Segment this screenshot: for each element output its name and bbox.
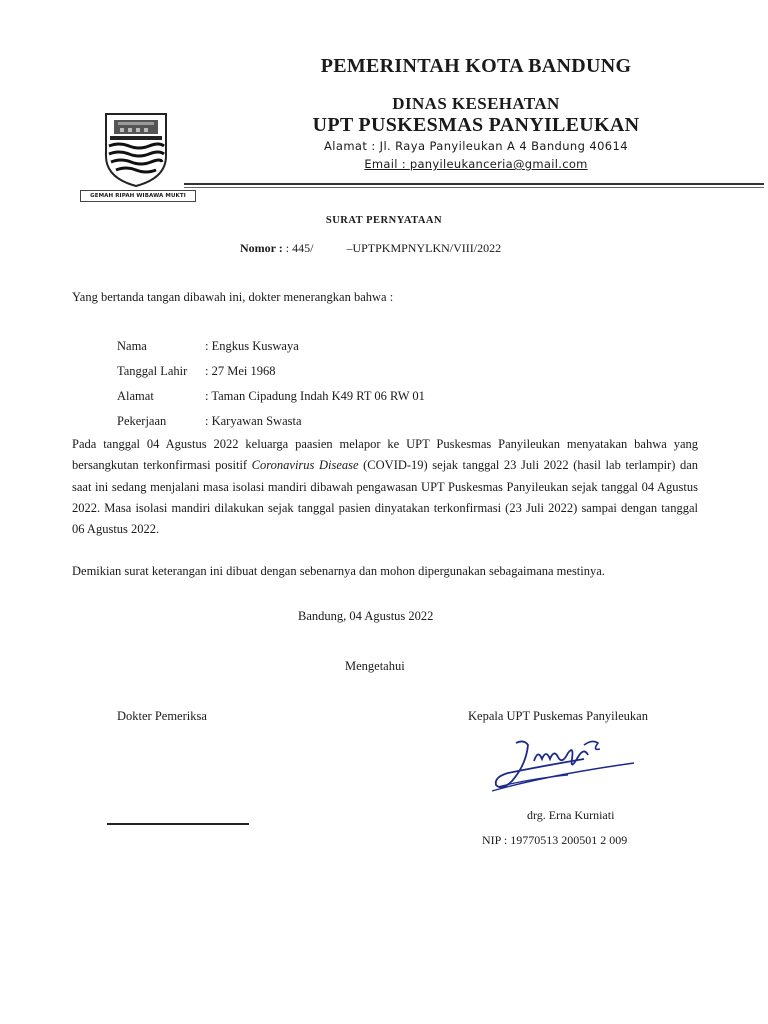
handwritten-signature-icon: [488, 735, 638, 797]
email-label: Email :: [364, 157, 410, 171]
field-label-address: Alamat: [117, 389, 154, 403]
acknowledged-label: Mengetahui: [345, 659, 405, 673]
number-prefix: : 445/: [285, 241, 314, 255]
bandung-emblem-icon: [104, 112, 168, 188]
number-label: Nomor :: [240, 241, 286, 255]
body-italic-term: Coronavirus Disease: [251, 458, 359, 473]
number-suffix: –UPTPKMPNYLKN/VIII/2022: [346, 241, 502, 255]
field-value-occupation: : Karyawan Swasta: [205, 414, 302, 428]
letterhead-institution: UPT PUSKESMAS PANYILEUKAN: [312, 114, 640, 136]
intro-text: Yang bertanda tangan dibawah ini, dokter menerangkan bahwa :: [72, 290, 394, 304]
examining-doctor-label: Dokter Pemeriksa: [117, 709, 207, 723]
field-value-name: : Engkus Kuswaya: [205, 339, 299, 353]
head-of-upt-label: Kepala UPT Puskemas Panyileukan: [468, 709, 648, 723]
email-address: panyileukanceria@gmail.com: [409, 157, 588, 171]
letterhead-address: Alamat : Jl. Raya Panyileukan A 4 Bandung 40614: [324, 139, 628, 153]
letterhead-government: PEMERINTAH KOTA BANDUNG: [320, 55, 632, 77]
head-nip: NIP : 19770513 200501 2 009: [482, 833, 628, 847]
field-label-birthdate: Tanggal Lahir: [117, 364, 188, 378]
letterhead-rule-thin: [184, 187, 764, 188]
closing-text: Demikian surat keterangan ini dibuat dengan sebenarnya dan mohon dipergunakan sebagaimana mestinya.: [72, 564, 605, 578]
field-value-address: : Taman Cipadung Indah K49 RT 06 RW 01: [205, 389, 425, 403]
body-paragraph: [72, 434, 698, 540]
body-part-1: Pada tanggal 04 Agustus 2022 keluarga paasien melapor ke UPT Puskesmas Panyileukan menyatakan bahwa yang bersangkutan terkonfirmasi positif: [72, 437, 698, 473]
letter-title: SURAT PERNYATAAN: [325, 215, 443, 226]
body-part-2: (COVID-19) sejak tanggal 23 Juli 2022 (hasil lab terlampir) dan saat ini sedang menjalani masa isolasi mandiri dibawah pengawasan UPT Puskesmas Panyileukan sejak tanggal 04 Agustus 2022. Masa isolasi mandiri dilakukan sejak tanggal pasien dinyatakan terkonfirmasi (23 Juli 2022) sampai dengan tanggal 06 Agustus 2022.: [72, 458, 698, 537]
emblem-motto: GEMAH RIPAH WIBAWA MUKTI: [80, 190, 196, 202]
field-label-name: Nama: [117, 339, 147, 353]
letterhead-rule-thick: [184, 183, 764, 185]
doctor-signature-line: [107, 823, 249, 825]
field-value-birthdate: : 27 Mei 1968: [205, 364, 276, 378]
letter-number: [240, 241, 501, 256]
field-label-occupation: Pekerjaan: [117, 414, 167, 428]
head-name: drg. Erna Kurniati: [527, 808, 615, 822]
letterhead-department: DINAS KESEHATAN: [392, 94, 560, 113]
place-date: Bandung, 04 Agustus 2022: [298, 609, 434, 623]
